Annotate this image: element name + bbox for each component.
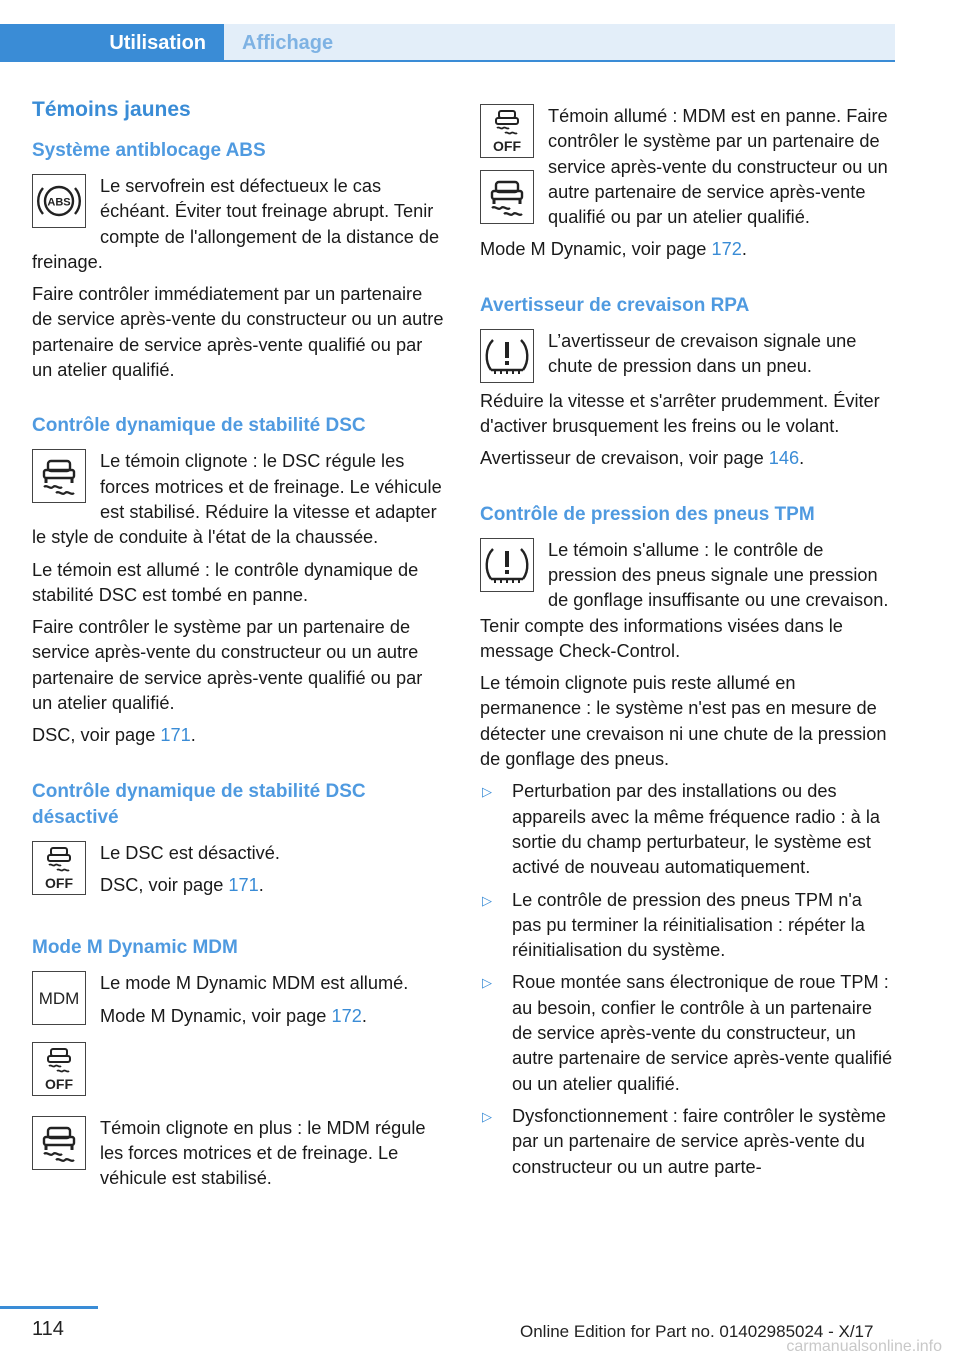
dsc-car-icon [32, 449, 86, 503]
mdm-icon [32, 971, 86, 1025]
triangle-bullet-icon: ▷ [482, 975, 492, 991]
mdm-text-1: Le mode M Dynamic MDM est allumé. [100, 973, 409, 994]
edition-footer: Online Edition for Part no. 01402985024 - X/17 [520, 1322, 874, 1341]
mdm-fault-off-label: OFF [493, 138, 521, 154]
page-number: 114 [32, 1318, 64, 1340]
tpm-bullet-list [480, 779, 895, 1179]
tpm-heading: Contrôle de pression des pneus TPM [480, 503, 815, 525]
mdm-page-link[interactable]: 172 [331, 1005, 362, 1026]
tire-warning-icon [480, 329, 534, 383]
triangle-bullet-icon: ▷ [482, 1108, 492, 1124]
list-item: ▷ Perturbation par des installations ou des appareils avec la même fréquence radio : à la sortie du champ perturbateur, le système est activé de nouveau automatiquement. [482, 781, 880, 878]
tab-affichage[interactable]: Affichage [224, 24, 895, 62]
rpa-reference: Avertisseur de crevaison, voir page 146. [480, 448, 805, 469]
dsc-text-1: Le témoin clignote : le DSC régule les forces motrices et de freinage. Le véhicule est stabilisé. Réduire la vitesse et adapter le style de conduite à l'état de la chaussée. [32, 451, 442, 548]
abs-icon-label: ABS [47, 196, 71, 209]
abs-warning-icon [32, 174, 86, 228]
dsc-heading: Contrôle dynamique de stabilité DSC [32, 415, 366, 437]
tab-utilisation[interactable]: Utilisation [0, 24, 224, 62]
list-item: ▷ Le contrôle de pression des pneus TPM n'a pas pu terminer la réinitialisation : répéter la réinitialisation du système. [482, 889, 865, 961]
mdm-off-label: OFF [45, 1075, 73, 1092]
mdm-fault-off-icon [480, 104, 534, 158]
dsc-text-2: Le témoin est allumé : le contrôle dynamique de stabilité DSC est tombé en panne. [32, 559, 419, 605]
section-rpa [480, 293, 895, 472]
tpm-warning-icon [480, 538, 534, 592]
section-mdm-fault [480, 104, 895, 263]
dsc-off-heading: Contrôle dynamique de stabilité DSC désactivé [32, 780, 366, 828]
watermark: carmanualsonline.info [786, 1338, 942, 1355]
abs-heading: Système antiblocage ABS [32, 140, 266, 161]
right-column [480, 104, 895, 1187]
tpm-text-1: Le témoin s'allume : le contrôle de pression des pneus signale une pression de gonflage insuffisante ou une crevaison. Tenir compte des informations visées dans le message Check-Control. [480, 539, 889, 661]
section-tpm [480, 502, 895, 1180]
list-item: ▷ Dysfonctionnement : faire contrôler le système par un partenaire de service après-vente du constructeur ou un autre parte- [482, 1105, 887, 1177]
mdm-heading: Mode M Dynamic MDM [32, 937, 238, 959]
rpa-heading: Avertisseur de crevaison RPA [480, 294, 750, 316]
mdm-fault-page-link[interactable]: 172 [711, 239, 742, 260]
dsc-text-3: Faire contrôler le système par un partenaire de service après-vente du constructeur ou un autre partenaire de service après-vente qualifié ou par un atelier qualifié. [32, 617, 423, 714]
mdm-text-2: Témoin clignote en plus : le MDM régule les forces motrices et de freinage. Le véhicule est stabilisé. [100, 1117, 426, 1189]
mdm-off-icon [32, 1042, 86, 1096]
dsc-off-icon [32, 841, 86, 895]
section-abs [32, 138, 447, 383]
mdm-fault-reference: Mode M Dynamic, voir page 172. [480, 239, 747, 260]
tab-underline [224, 60, 895, 62]
left-column [32, 96, 447, 1199]
mdm-dsc-car-icon [32, 1116, 86, 1170]
mdm-reference: Mode M Dynamic, voir page 172. [100, 1005, 367, 1026]
triangle-bullet-icon: ▷ [482, 892, 492, 908]
page-number-rule [0, 1306, 98, 1309]
mdm-icon-label: MDM [38, 989, 80, 1009]
dsc-off-page-link[interactable]: 171 [228, 874, 259, 895]
dsc-off-label: OFF [45, 874, 73, 891]
header-tabs [0, 24, 895, 62]
rpa-text-2: Réduire la vitesse et s'arrêter prudemment. Éviter d'activer brusquement les freins ou le volant. [480, 390, 880, 437]
page-title: Témoins jaunes [32, 98, 191, 121]
section-dsc [32, 413, 447, 748]
rpa-text-1: L’avertisseur de crevaison signale une chute de pression dans un pneu. [548, 330, 857, 377]
list-item: ▷ Roue montée sans électronique de roue TPM : au besoin, confier le contrôle à un partenaire de service après-vente du constructeur, un autre partenaire de service après-vente qualifié ou un atelier qualifié. [482, 972, 893, 1094]
dsc-off-text: Le DSC est désactivé. [100, 842, 280, 863]
abs-text-1: Le servofrein est défectueux le cas échéant. Éviter tout freinage abrupt. Tenir compte de l'allongement de la distance de freinage. [32, 176, 440, 272]
mdm-fault-car-icon [480, 170, 534, 224]
abs-text-2: Faire contrôler immédiatement par un partenaire de service après-vente du constructeur ou un autre partenaire de service après-vente qualifié ou par un atelier qualifié. [32, 284, 444, 381]
rpa-page-link[interactable]: 146 [768, 448, 800, 469]
dsc-reference: DSC, voir page 171. [32, 725, 196, 746]
section-mdm [32, 935, 447, 1191]
section-dsc-off [32, 779, 447, 906]
triangle-bullet-icon: ▷ [482, 784, 492, 800]
dsc-off-reference: DSC, voir page 171. [100, 874, 264, 895]
dsc-page-link[interactable]: 171 [160, 725, 191, 746]
mdm-fault-text: Témoin allumé : MDM est en panne. Faire contrôler le système par un partenaire de service après-vente du constructeur ou un autre partenaire de service après-vente qualifié ou par un atelier qualifié. [548, 106, 888, 228]
tpm-text-2: Le témoin clignote puis reste allumé en permanence : le système n'est pas en mesure de détecter une crevaison ni une chute de la pression de gonflage des pneus. [480, 673, 887, 770]
